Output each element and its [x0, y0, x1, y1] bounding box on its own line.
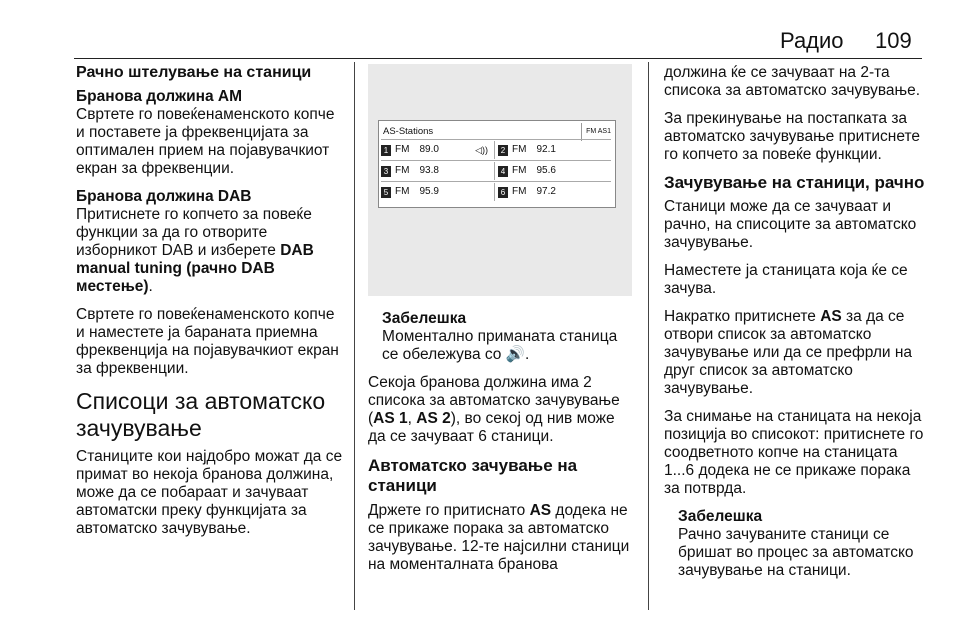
subsection-heading: Автоматско зачување на станици — [368, 456, 578, 495]
paragraph: должина ќе се зачуваат на 2-та списока за автоматско зачувување. — [664, 64, 921, 99]
section-heading: Рачно штелување на станици — [76, 64, 312, 81]
note-title: Забелешка — [382, 310, 467, 327]
paragraph: Накратко притиснете AS за да се отвори список за автоматско зачувување или да се префрли на друг список за автоматско зачувување. — [664, 308, 913, 397]
preset-frequency: 95.6 — [536, 165, 556, 176]
dab-text-2: Свртете го повеќенаменското копче и наместете ја бараната приемна фреквенција на појавувачкиот екран за фреквенции. — [76, 306, 339, 377]
paragraph: За прекинување на постапката за автоматско зачувување притиснете го копчето за повеќе функции. — [664, 110, 920, 163]
note-text: Рачно зачуваните станици се бришат во процес за автоматско зачувување на станици. — [678, 526, 914, 579]
preset-band: FM — [512, 165, 527, 176]
preset-row — [381, 181, 611, 202]
auto-store-text: Држете го притиснато AS додека не се прикаже порака за автоматско зачувување. 12-те најсилни станици на моменталната бранова — [368, 502, 630, 573]
preset-frequency: 95.9 — [419, 186, 439, 197]
band-label: FM AS1 — [581, 123, 611, 141]
am-title: Бранова должина AM — [76, 88, 242, 105]
as-stations-panel — [378, 120, 616, 208]
paragraph: Станици може да се зачуваат и рачно, на списоците за автоматско зачувување. — [664, 198, 917, 251]
header-rule — [74, 58, 922, 59]
column-2 — [368, 64, 634, 584]
preset-1[interactable] — [381, 141, 494, 159]
preset-frequency: 92.1 — [536, 144, 556, 155]
preset-6[interactable] — [494, 183, 611, 201]
preset-number: 6 — [498, 187, 508, 198]
note-box — [382, 310, 634, 364]
as-stations-screenshot — [368, 64, 632, 296]
preset-row — [381, 160, 611, 181]
page-number: 109 — [875, 28, 912, 53]
subsection-heading: Зачувување на станици, рачно — [664, 173, 925, 192]
preset-band: FM — [395, 186, 410, 197]
preset-row — [381, 139, 611, 160]
preset-2[interactable] — [494, 141, 611, 159]
preset-band: FM — [512, 144, 527, 155]
preset-grid — [381, 139, 611, 202]
column-3 — [664, 64, 930, 590]
dab-manual-tuning-label: DAB manual tuning (рачно DAB местење) — [76, 242, 314, 295]
dab-title: Бранова должина DAB — [76, 188, 252, 205]
preset-frequency: 89.0 — [419, 144, 439, 155]
paragraph: За снимање на станицата на некоја позиција во списокот: притиснете го соодветното копче на станицата 1...6 додека не се прикаже порака за потврда. — [664, 408, 924, 497]
preset-5[interactable] — [381, 183, 494, 201]
preset-band: FM — [512, 186, 527, 197]
dab-text: Притиснете го копчето за повеќе функции за да го отворите изборникот DAB и изберете DAB manual tuning (рачно DAB местење). — [76, 206, 314, 295]
column-1 — [76, 64, 344, 548]
preset-number: 2 — [498, 145, 508, 156]
preset-band: FM — [395, 144, 410, 155]
column-divider — [648, 62, 649, 610]
preset-number: 5 — [381, 187, 391, 198]
preset-3[interactable] — [381, 162, 494, 180]
preset-band: FM — [395, 165, 410, 176]
preset-number: 1 — [381, 145, 391, 156]
note-text: Моменталнo примaната станица се обележува со 🔊. — [382, 328, 618, 363]
preset-4[interactable] — [494, 162, 611, 180]
column-divider — [354, 62, 355, 610]
am-text: Свртете го повеќенаменското копче и поставете ја фреквенцијата за оптимален прием на појавувачкиот екран за фреквенции. — [76, 106, 335, 177]
paragraph: Наместете ја станицата која ќе се зачува. — [664, 262, 908, 297]
lists-info: Секоја бранова должина има 2 списока за автоматско зачувување (AS 1, AS 2), во секој од нив може да се зачуваат 6 станици. — [368, 374, 620, 445]
preset-number: 4 — [498, 166, 508, 177]
running-title: Радио — [780, 28, 844, 53]
preset-frequency: 93.8 — [419, 165, 439, 176]
lists-text: Станиците кои најдобро можат да се примат во некоја бранова должина, може да се побараат и зачуваат автоматски преку функцијата за автоматско зачувување. — [76, 448, 343, 537]
note-title: Забелешка — [678, 508, 763, 525]
lists-heading: Списоци за автоматско зачувување — [76, 388, 326, 441]
speaker-icon: ◁)) — [475, 145, 488, 155]
note-box — [678, 508, 930, 580]
preset-frequency: 97.2 — [536, 186, 556, 197]
preset-number: 3 — [381, 166, 391, 177]
panel-title: AS-Stations — [383, 126, 434, 137]
